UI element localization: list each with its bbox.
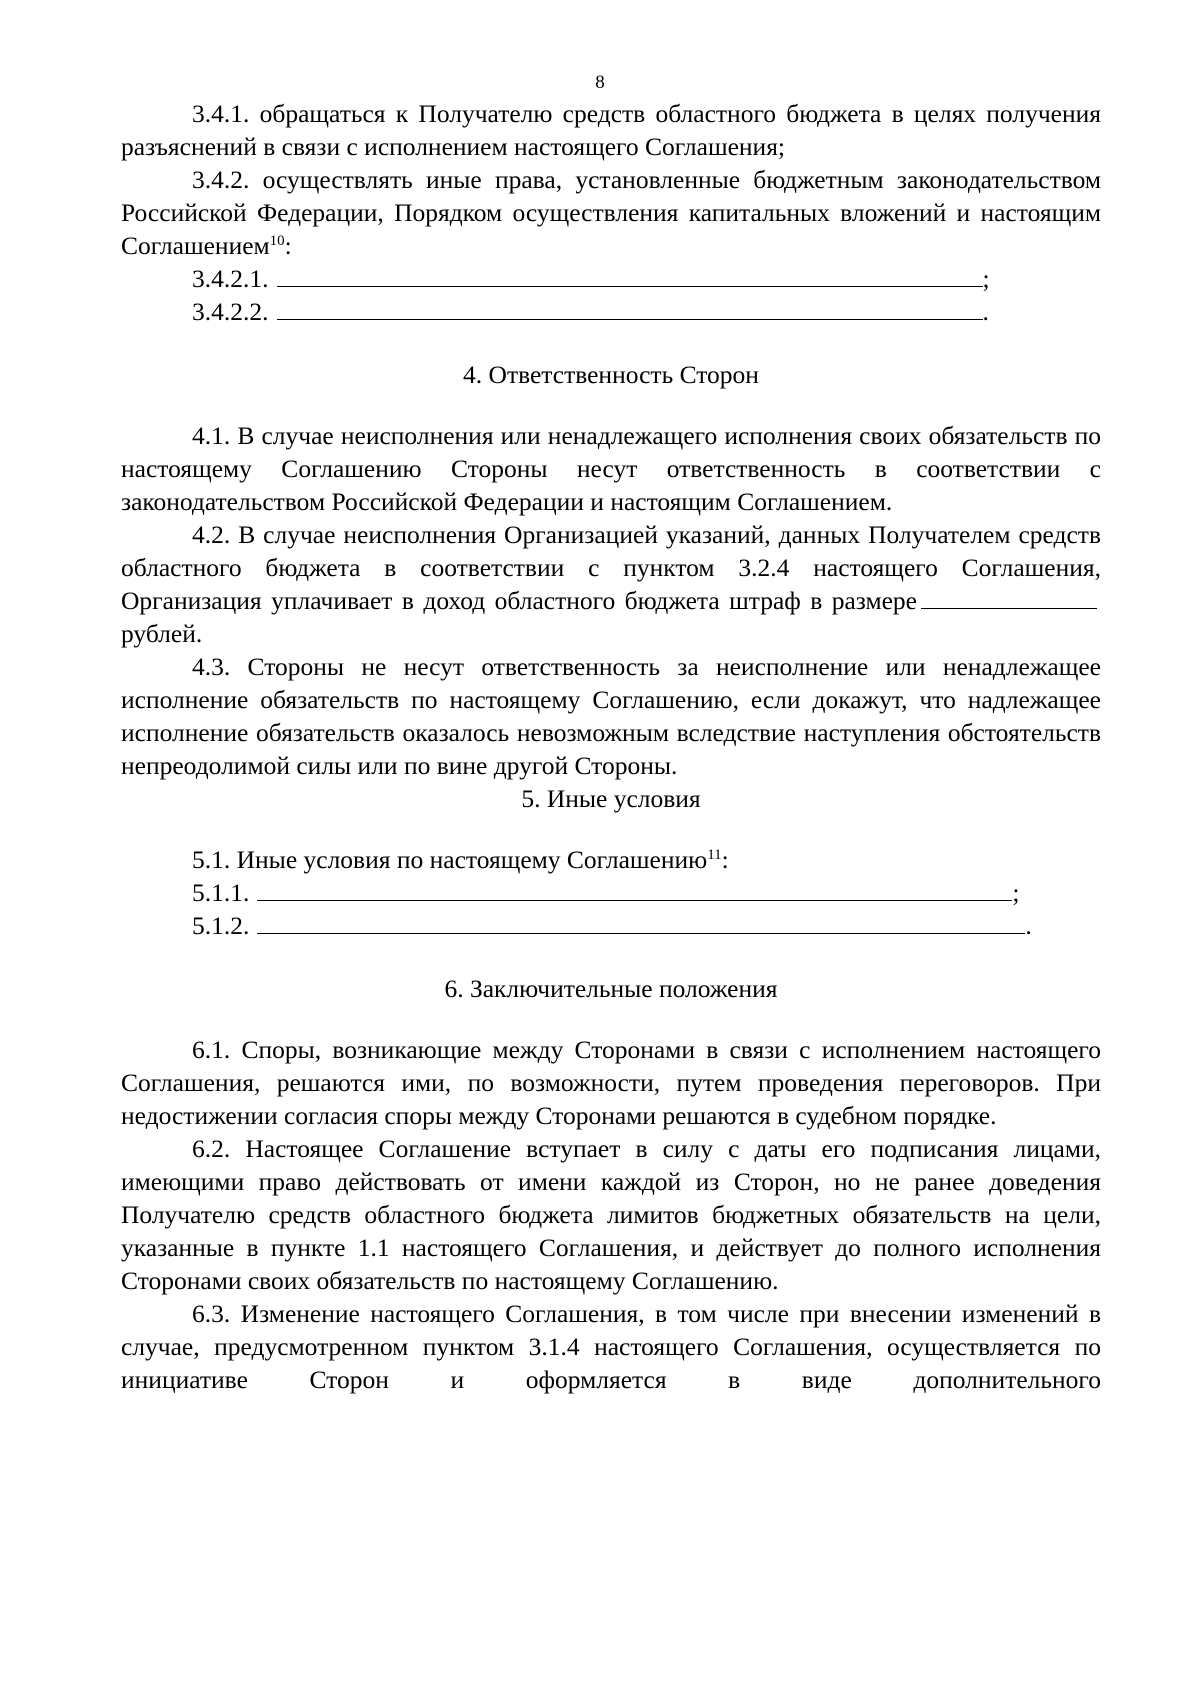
fill-line-5-1-2: [121, 909, 1101, 942]
paragraph-3-4-2-end: :: [284, 231, 292, 260]
fill-line-end: .: [1025, 911, 1032, 940]
fill-line-3-4-2-1: [121, 262, 1101, 295]
fill-line-number: 5.1.2.: [192, 911, 250, 940]
footnote-ref-10: 10: [269, 233, 285, 249]
paragraph-4-1: 4.1. В случае неисполнения или ненадлежащего исполнения своих обязательств по настоящему Соглашению Стороны несут ответственность в соответствии с законодательством Российской Федерации и настоящим Соглашением.: [121, 421, 1101, 516]
fill-line-end: ;: [982, 264, 990, 293]
paragraph-3-4-2-text: 3.4.2. осуществлять иные права, установленные бюджетным законодательством Российской Федерации, Порядком осуществления капитальных вложений и настоящим Соглашением: [121, 165, 1101, 260]
paragraph-4-2-text: 4.2. В случае неисполнения Организацией указаний, данных Получателем средств областного бюджета в соответствии с пунктом 3.2.4 настоящего Соглашения, Организация уплачивает в доход областного бюджета штраф в размере: [121, 520, 1101, 615]
footnote-ref-11: 11: [707, 847, 722, 863]
paragraph-5-1: [121, 843, 1101, 876]
paragraph-4-2: [121, 518, 1101, 650]
fill-line-end: ;: [1012, 878, 1020, 907]
blank-line: [257, 876, 1012, 901]
paragraph-6-1: 6.1. Споры, возникающие между Сторонами в связи с исполнением настоящего Соглашения, решаются ими, по возможности, путем проведения переговоров. При недостижении согласия споры между Сторонами решаются в судебном порядке.: [121, 1035, 1101, 1130]
document-body: [121, 97, 1101, 1396]
paragraph-6-3: 6.3. Изменение настоящего Соглашения, в том числе при внесении изменений в случае, предусмотренном пунктом 3.1.4 настоящего Соглашения, осуществляется по инициативе Сторон и оформляется в виде дополнительного: [121, 1299, 1101, 1394]
page-number: 8: [595, 72, 605, 93]
fill-line-5-1-1: [121, 876, 1101, 909]
section-heading-6: 6. Заключительные положения: [444, 974, 778, 1003]
paragraph-4-2-end: рублей.: [121, 619, 203, 648]
fill-line-number: 3.4.2.2.: [192, 297, 269, 326]
section-heading-5: 5. Иные условия: [521, 784, 701, 813]
paragraph-6-2: 6.2. Настоящее Соглашение вступает в силу с даты его подписания лицами, имеющими право действовать от имени каждой из Сторон, но не ранее доведения Получателю средств областного бюджета лимитов бюджетных обязательств на цели, указанные в пункте 1.1 настоящего Соглашения, и действует до полного исполнения Сторонами своих обязательств по настоящему Соглашению.: [121, 1134, 1101, 1295]
section-heading-4: 4. Ответственность Сторон: [463, 360, 759, 389]
fill-line-3-4-2-2: [121, 295, 1101, 328]
blank-line: [277, 295, 983, 320]
fill-line-number: 5.1.1.: [192, 878, 250, 907]
amount-blank-line: [921, 584, 1097, 609]
paragraph-5-1-text: 5.1. Иные условия по настоящему Соглашению: [192, 845, 708, 874]
paragraph-5-1-end: :: [721, 845, 729, 874]
fill-line-number: 3.4.2.1.: [192, 264, 269, 293]
paragraph-3-4-2: [121, 163, 1101, 262]
blank-line: [277, 262, 983, 287]
paragraph-4-3: 4.3. Стороны не несут ответственность за неисполнение или ненадлежащее исполнение обязательств по настоящему Соглашению, если докажут, что надлежащее исполнение обязательств оказалось невозможным вследствие наступления обстоятельств непреодолимой силы или по вине другой Стороны.: [121, 652, 1101, 780]
fill-line-end: .: [982, 297, 989, 326]
blank-line: [257, 909, 1025, 934]
paragraph-3-4-1: 3.4.1. обращаться к Получателю средств областного бюджета в целях получения разъяснений в связи с исполнением настоящего Соглашения;: [121, 99, 1101, 161]
